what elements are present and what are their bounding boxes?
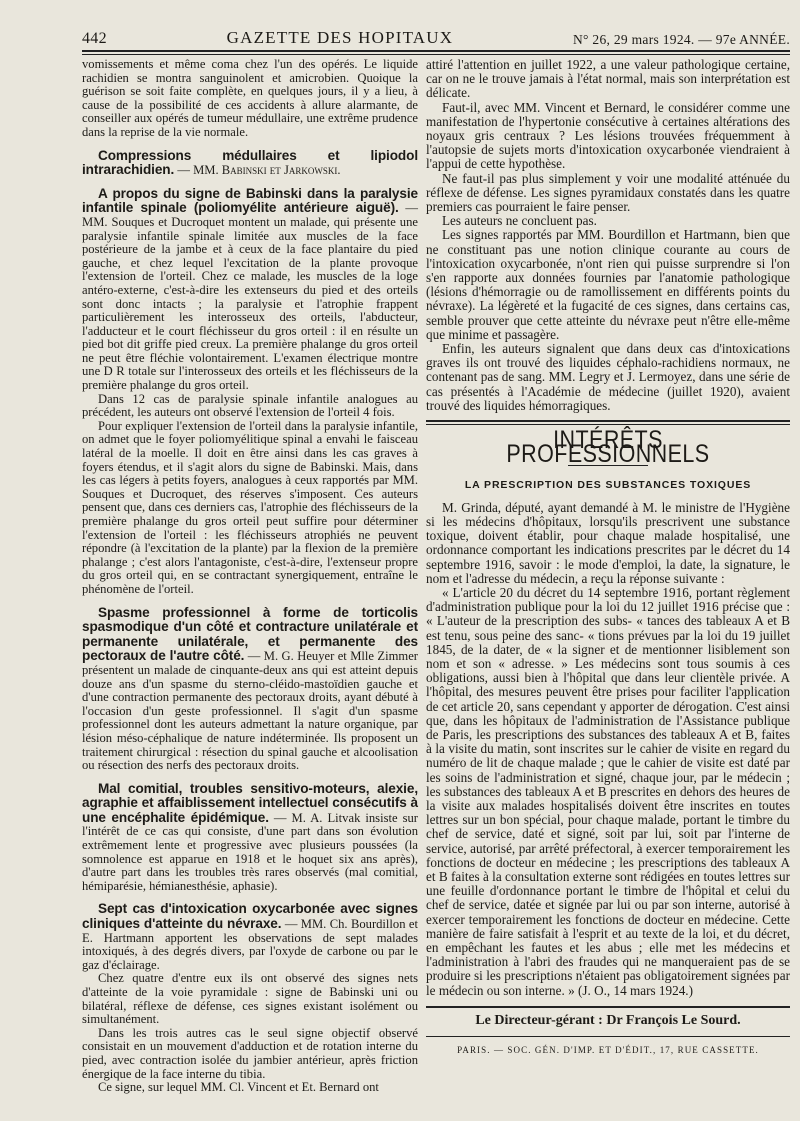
issue-info: N° 26, 29 mars 1924. — 97e ANNÉE. [572,32,790,47]
section-body: — M. A. Litvak insiste sur l'intérêt de ce cas qui consiste, d'une part dans son évolution extrêmement lente et progressive avec plusieurs poussées (la somnolence est apparue en 1918 et le hoquet six ans après), d'autre part dans les troubles très rares observés (mal comitial, hémiparésie, hémianesthésie, aphasie). [82,810,418,893]
paragraph: « L'article 20 du décret du 14 septembre 1916, portant règlement d'administration publique pour la loi du 12 juillet 1916 précise que : « L'auteur de la prescription des subs- « tances des tableaux A et B est tenu, sous peine des sanc- « tions prévues par la loi du 19 juillet 1845, de la dater, de « la signer et de mentionner lisiblement son nom et son « adresse. » Les médecins sont tous soumis à ces obligations, aussi bien à l'hôpital que dans leur clientèle privée. A l'hôpital, des mesures peuvent être prises pour faciliter l'application de cet article 20, sans cependant y apporter de dérogation. C'est ainsi que, dans les hôpitaux de l'administration de l'Assistance publique de Paris, les prescriptions des substances des tableaux A et B, faites à la visite du matin, sont inscrites sur le cahier de visite en regard du numéro de lit de chaque malade ; que le cahier de visite est daté par les soins de l'administration et signé, chaque jour, par le médecin ; les substances des tableaux A et B prescrites en dehors des heures de la visite aux malades hospitalisés doivent être inscrites en toutes lettres sur un bon spécial, pour chaque malade, portant le timbre du chef de service, daté et signé, soit par lui, soit par l'interne de service, autorisé, par arrêté préfectoral, à exercer temporairement les fonctions de docteur en médecine ; les prescriptions des tableaux A et B faites à la consultation externe sont rédigées en toutes lettres sur une feuille d'ordonnance portant le timbre de l'hôpital et celui du chef de service, datée et signée par lui ou par son interne, autorisé à exercer temporairement les fonctions de docteur en médecine. Cette manière de faire satisfait à l'esprit et au texte de la loi, et du décret, en empêchant les fautes et les abus ; elle met les médecins et l'administration à l'abri des fraudes qui ne manqueraient pas de se produire si les prescriptions n'étaient pas obligatoirement signées par le médecin ou son interne. » (J. O., 14 mars 1924.) [426,584,790,998]
footer-rule [426,1006,790,1008]
paragraph: Ne faut-il pas plus simplement y voir une modalité atténuée du réflexe de défense. Les signes pyramidaux constatés dans les quatre premiers cas pourraient le faire penser. [426,170,790,215]
right-column [426,58,790,1057]
section-spasme [82,606,418,773]
left-column [82,58,418,1095]
paragraph: Chez quatre d'entre eux ils ont observé des signes nets d'atteinte de la voie pyramidale : signe de Babinski uni ou bilatéral, réflexe de défense, ces signes existant isolément ou simultanément. [82,971,418,1027]
rubric-title: INTÉRÊTS PROFESSIONNELS [506,426,710,469]
page-number: 442 [82,30,107,47]
paragraph: Dans 12 cas de paralysie spinale infantile analogues au précédent, les auteurs ont observé l'extension de l'orteil 4 fois. [82,391,418,420]
section-intoxication [82,902,418,972]
paragraph: Ce signe, sur lequel MM. Cl. Vincent et Et. Bernard ont [98,1080,379,1095]
paragraph: M. Grinda, député, ayant demandé à M. le ministre de l'Hygiène si les médecins d'hôpitaux, lorsqu'ils prescrivent une substance toxique, doivent établir, pour chaque malade hospitalisé, une ordonnance comportant les indications prescrites par le décret du 14 septembre 1916, savoir : le mode d'emploi, la date, la signature, le nom et l'adresse du médecin, a reçu la réponse suivante : [426,499,790,586]
section-compressions [82,149,418,178]
section-body: — MM. Souques et Ducroquet montent un malade, qui présente une paralysie infantile spinale limitée aux muscles de la face postérieure de la jambe et à ceux de la face plantaire du pied gauche, et chez lequel l'excitation de la plante provoque l'extension de l'orteil. Chez ce malade, les muscles de la loge antéro-externe, c'est-à-dire les extenseurs du pied et des orteils sont donc intacts ; la paralysie et l'atrophie frappent particulièrement les interosseux des orteils, l'abducteur, l'adducteur et le court fléchisseur du gros orteil : il en résulte un pied bot dit griffe pied creux. La première phalange du gros orteil ne peut être fléchie volontairement. L'examen électrique montre une D R totale sur l'interosseux des orteils et les fléchisseurs de la première phalange du gros orteil. [82,201,418,393]
paragraph: Enfin, les auteurs signalent que dans deux cas d'intoxications graves ils ont trouvé des liquides céphalo-rachidiens normaux, ne contenant pas de sang. MM. Legry et J. Lermoyez, dans une série de cas présentés à l'Académie de médecine (juillet 1920), avaient trouvé des liquides hémorragiques. [426,341,790,413]
paragraph: vomissements et même coma chez l'un des opérés. Le liquide rachidien se montra sanguinolent et amicrobien. Quoique la guérison se soit faite complète, en quelques jours, il y a lieu, à cause de la possibilité de ces accidents à allure alarmante, de conseiller aux opérés de tumeur médullaire, une extrême prudence dans la reprise de la vie normale. [82,57,418,139]
paragraph: Pour expliquer l'extension de l'orteil dans la paralysie infantile, on admet que le foyer poliomyélitique spinal a envahi le faisceau latéral de la moelle. Il doit en être ainsi dans les cas graves à foyers étendus, et il s'agit alors du signe de Babinski. Mais, dans les cas légers à petits foyers, analogues à ceux rapportés par MM. Souques et Ducroquet, des réserves s'imposent. Ces auteurs pensent que, dans ces derniers cas, l'atrophie des fléchisseurs de la première phalange du gros orteil peut suffire pour déterminer l'extension de l'orteil : les fléchisseurs atrophiés ne peuvent répondre (à l'excitation de la plante) par la flexion de la première phalange ; c'est alors l'antagoniste, c'est-à-dire, l'extenseur propre du gros orteil qui, en se contractant synergiquement, entraîne le phénomène de l'orteil. [82,418,418,596]
section-authors: — MM. Babinski et Jarkowski. [177,163,341,178]
section-body: — MM. Ch. Bourdillon et E. Hartmann apportent les observations de sept malades intoxiqués, à des degrés divers, par l'oxyde de carbone ou par le gaz d'éclairage. [82,917,418,972]
journal-title: GAZETTE DES HOPITAUX [226,28,454,47]
section-title: Compressions médullaires et lipiodol intrarachidien. [82,147,418,178]
paragraph: Faut-il, avec MM. Vincent et Bernard, le considérer comme une manifestation de l'hypertonie consécutive à certaines altérations des noyaux gris centraux ? Les lésions trouvées fréquemment à l'autopsie de sujets morts d'intoxication oxycarbonée viendraient à l'appui de cette hypothèse. [426,99,790,172]
section-divider [426,420,790,422]
section-title: A propos du signe de Babinski dans la paralysie infantile spinale (poliomyélite antérieure aiguë). [82,185,418,216]
paragraph: Les auteurs ne concluent pas. [442,213,597,229]
paragraph: Les signes rapportés par MM. Bourdillon et Hartmann, bien que ne constituant pas une notion clinique courante au cours de l'intoxication oxycarbonée, n'ont rien qui puisse surprendre si l'on s'en rapporte aux données fournies par l'anatomie pathologique (lésions d'hémorragie ou de ramollissement en différents points du névraxe). La légèreté et la fugacité de ces signes, dans certains cas, semble prouver que cette atteinte du névraxe peut n'être elle-même que minime et passagère. [426,227,790,342]
printer-imprint: PARIS. — SOC. GÉN. D'IMP. ET D'ÉDIT., 17, RUE CASSETTE. [457,1045,759,1055]
section-body: — M. G. Heuyer et Mlle Zimmer présentent un malade de cinquante-deux ans qui est atteint depuis douze ans d'un spasme du sterno-cléido-mastoïdien gauche et d'une contraction permanente des pectoraux droits, ayant débuté à l'occasion d'un geste professionnel. Il s'agit d'un spasme professionnel dont les auteurs admettant la nature organique, par lésion méso-céphalique de nature indéterminée. Ils proposent un traitement chirurgical : résection du spinal gauche et alcoolisation ou résection des nerfs des pectoraux droits. [82,649,418,773]
director-line: Le Directeur-gérant : Dr François Le Sourd. [475,1012,741,1028]
footer-rule-thin [426,1036,790,1037]
section-babinski [82,187,418,393]
header-rule-thin [82,54,790,55]
paragraph: attiré l'attention en juillet 1922, a une valeur pathologique certaine, car on ne le trouve jamais à l'état normal, mais son interprétation est délicate. [426,57,790,101]
section-title: Spasme professionnel à forme de torticolis spasmodique d'un côté et contracture unilatérale et permanente unilatérale, et permanente des pectoraux de l'autre côté. [82,604,418,664]
section-title: Sept cas d'intoxication oxycarbonée avec signes cliniques d'atteinte du névraxe. [82,901,418,932]
page-header [82,18,790,48]
article-subtitle: LA PRESCRIPTION DES SUBSTANCES TOXIQUES [464,479,752,492]
header-rule [82,50,790,52]
section-mal-comitial [82,782,418,894]
paragraph: Dans les trois autres cas le seul signe objectif observé consistait en un mouvement d'adduction et de rotation interne du pied, avec contraction isolée du jambier antérieur, après friction énergique de la face interne du tibia. [82,1025,418,1081]
section-title: Mal comitial, troubles sensitivo-moteurs, alexie, agraphie et affaiblissement intellectuel consécutifs à une encéphalite épidémique. [82,780,418,825]
section-divider-thin [426,424,790,425]
